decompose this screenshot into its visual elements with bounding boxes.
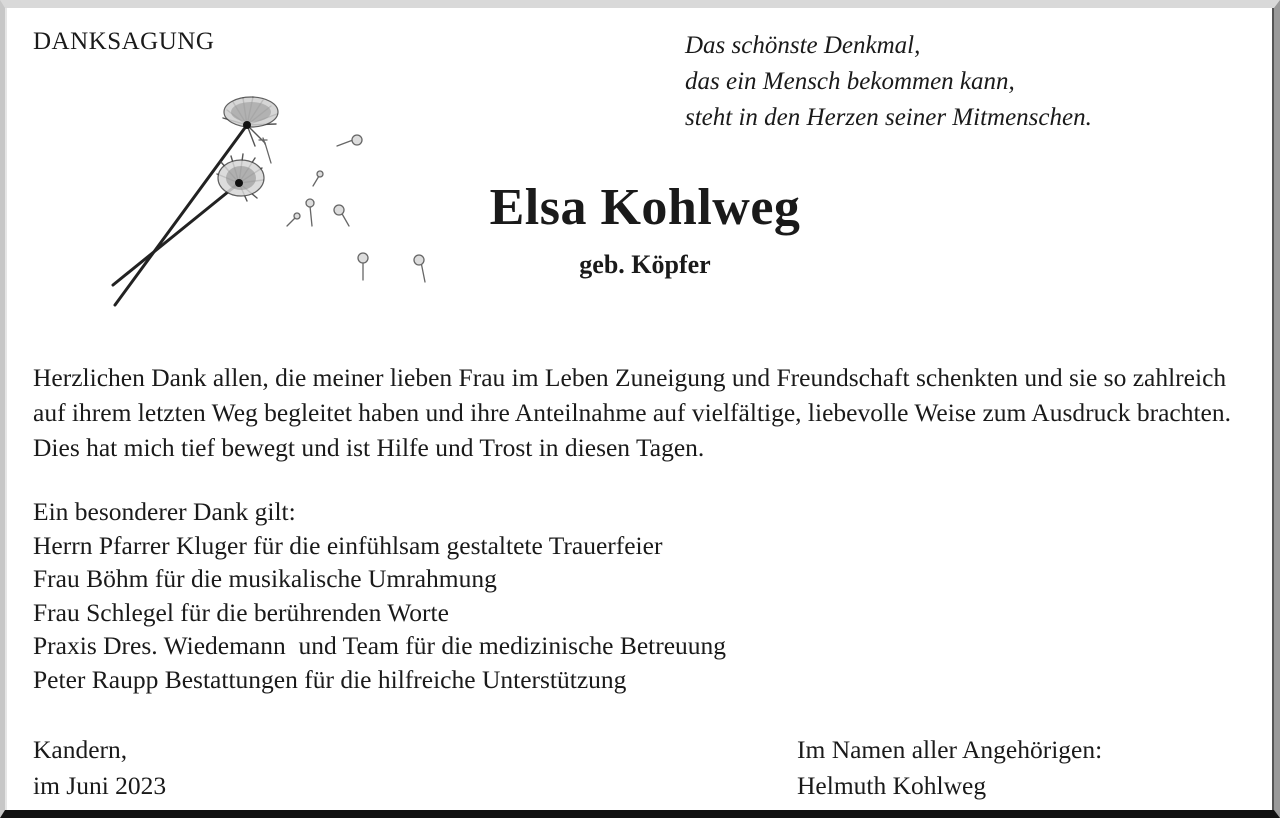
thanks-item: Peter Raupp Bestattungen für die hilfreiche Unterstützung xyxy=(33,664,627,694)
signature-block xyxy=(797,732,1102,804)
quote-line: das ein Mensch bekommen kann, xyxy=(685,68,1015,95)
place: Kandern, xyxy=(33,735,128,764)
deceased-name xyxy=(5,178,1280,237)
memorial-quote xyxy=(685,28,1092,136)
notice-heading: DANKSAGUNG xyxy=(33,28,215,55)
signature-intro: Im Namen aller Angehörigen: xyxy=(797,735,1103,764)
signer-name: Helmuth Kohlweg xyxy=(797,771,987,800)
date: im Juni 2023 xyxy=(33,771,167,800)
thanks-item: Herrn Pfarrer Kluger für die einfühlsam gestaltete Trauerfeier xyxy=(33,530,663,560)
birth-name xyxy=(5,250,1280,280)
thanks-item: Frau Schlegel für die berührenden Worte xyxy=(33,597,449,627)
deceased-name-text: Elsa Kohlweg xyxy=(489,179,801,236)
thanks-item: Praxis Dres. Wiedemann und Team für die medizinische Betreuung xyxy=(33,631,727,660)
special-thanks-list xyxy=(33,495,726,696)
thanks-intro: Ein besonderer Dank gilt: xyxy=(33,497,296,526)
quote-line: steht in den Herzen seiner Mitmenschen. xyxy=(685,104,1092,131)
thanks-item: Frau Böhm für die musikalische Umrahmung xyxy=(33,564,497,593)
quote-line: Das schönste Denkmal, xyxy=(685,32,921,59)
birth-name-text: geb. Köpfer xyxy=(579,250,711,279)
place-date xyxy=(33,732,166,804)
gratitude-paragraph: Herzlichen Dank allen, die meiner lieben Frau im Leben Zuneigung und Freundschaft schenkten und sie so zahlreich auf ihrem letzten Weg begleitet haben und ihre Anteilnahme auf vielfältige, liebevolle Weise zum Ausdruck brachten. Dies hat mich tief bewegt und ist Hilfe und Trost in diesen Tagen. xyxy=(33,363,1231,462)
